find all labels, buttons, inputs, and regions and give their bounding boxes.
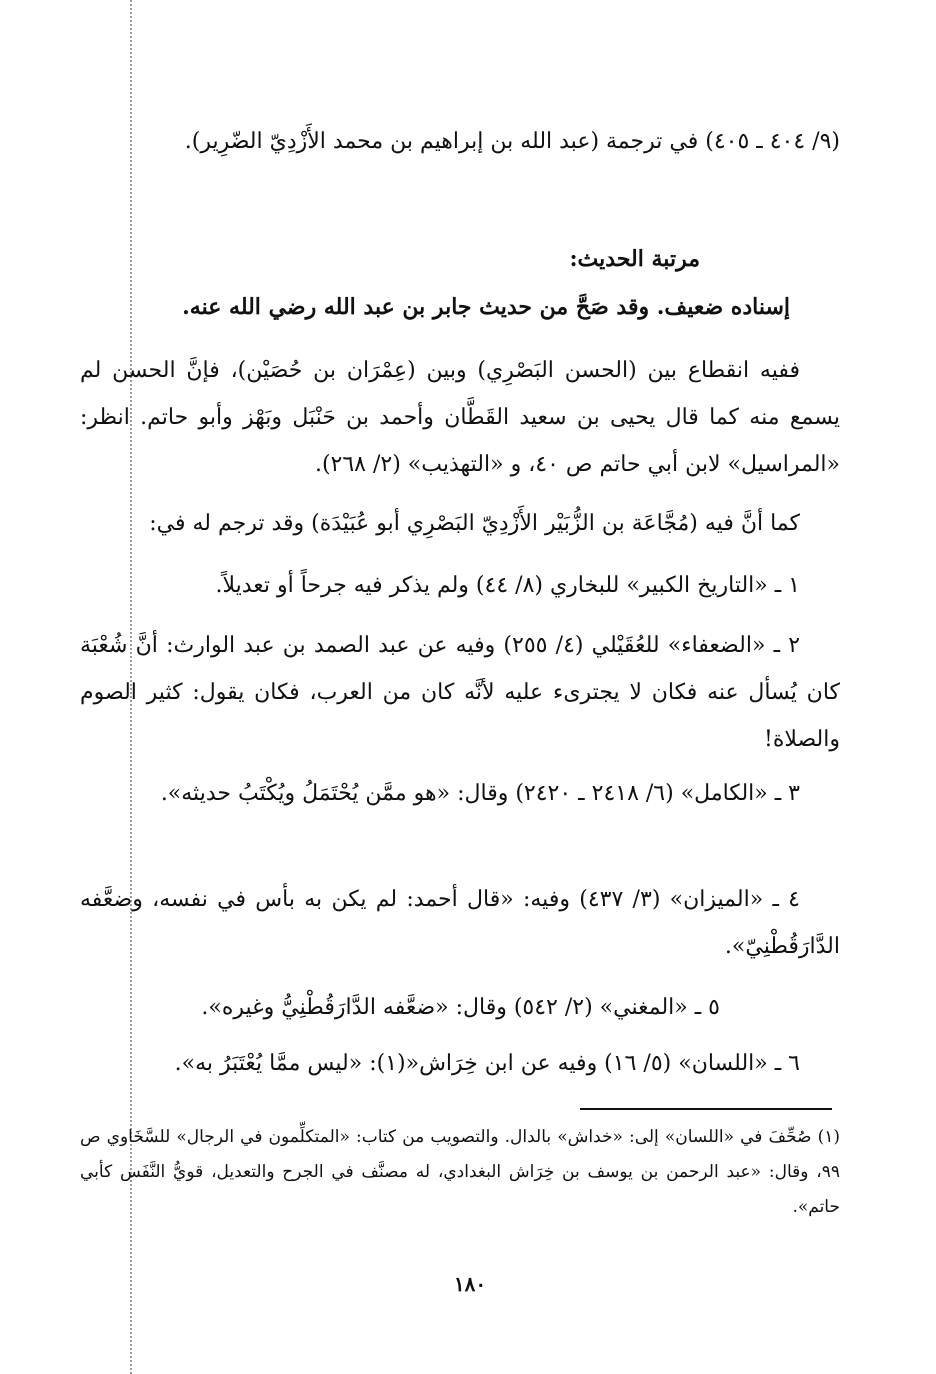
- list-item-4: ٤ ـ «الميزان» (٣/ ٤٣٧) وفيه: «قال أحمد: لم يكن به بأس في نفسه، وضعَّفه الدَّارَقُطْنِيّ».: [80, 887, 840, 959]
- list-item-6: ٦ ـ «اللسان» (٥/ ١٦) وفيه عن ابن خِرَاش«(١): «ليس ممَّا يُعْتَبَرُ به».: [174, 1051, 800, 1076]
- section-heading: مرتبة الحديث:: [569, 246, 700, 272]
- footnote: (١) صُحِّفَ في «اللسان» إلى: «خداش» بالدال. والتصويب من كتاب: «المتكلِّمون في الرجال» للسَّخَاوي ص ٩٩، وقال: «عبد الرحمن بن يوسف بن خِرَاش البغدادي، له مصنَّف في الجرح والتعديل، قويُّ النَّفَس كأبي حاتم».: [80, 1127, 840, 1217]
- paragraph-narrator: كما أنَّ فيه (مُجَّاعَة بن الزُّبَيْر الأَزْدِيّ البَصْرِي أبو عُبَيْدَة) وقد ترجم له في:: [149, 511, 800, 536]
- list-item-2: ٢ ـ «الضعفاء» للعُقَيْلي (٤/ ٢٥٥) وفيه عن عبد الصمد بن عبد الوارث: أنَّ شُعْبَة كان يُسأل عنه فكان لا يجترىء عليه لأنَّه كان من العرب، فكان يقول: كثير الصوم والصلاة!: [80, 633, 840, 752]
- paragraph-citation: (٩/ ٤٠٤ ـ ٤٠٥) في ترجمة (عبد الله بن إبراهيم بن محمد الأَزْدِيّ الضّرِير).: [184, 129, 840, 154]
- paragraph-verdict: إسناده ضعيف. وقد صَحَّ من حديث جابر بن عبد الله رضي الله عنه.: [182, 294, 790, 320]
- list-item-1: ١ ـ «التاريخ الكبير» للبخاري (٨/ ٤٤) ولم يذكر فيه جرحاً أو تعديلاً.: [215, 573, 800, 598]
- footnote-separator: [580, 1108, 832, 1110]
- paragraph-analysis: ففيه انقطاع بين (الحسن البَصْرِي) وبين (عِمْرَان بن حُصَيْن)، فإنَّ الحسن لم يسمع منه كما قال يحيى بن سعيد القَطَّان وأحمد بن حَنْبَل وبَهْز وأبو حاتم. انظر: «المراسيل» لابن أبي حاتم ص ٤٠، و «التهذيب» (٢/ ٢٦٨).: [80, 358, 840, 477]
- list-item-3: ٣ ـ «الكامل» (٦/ ٢٤١٨ ـ ٢٤٢٠) وقال: «هو ممَّن يُحْتَمَلُ ويُكْتَبُ حديثه».: [160, 781, 800, 806]
- page-number: ١٨٠: [453, 1272, 487, 1296]
- list-item-5: ٥ ـ «المغني» (٢/ ٥٤٢) وقال: «ضعَّفه الدَّارَقُطْنِيُّ وغيره».: [201, 995, 720, 1020]
